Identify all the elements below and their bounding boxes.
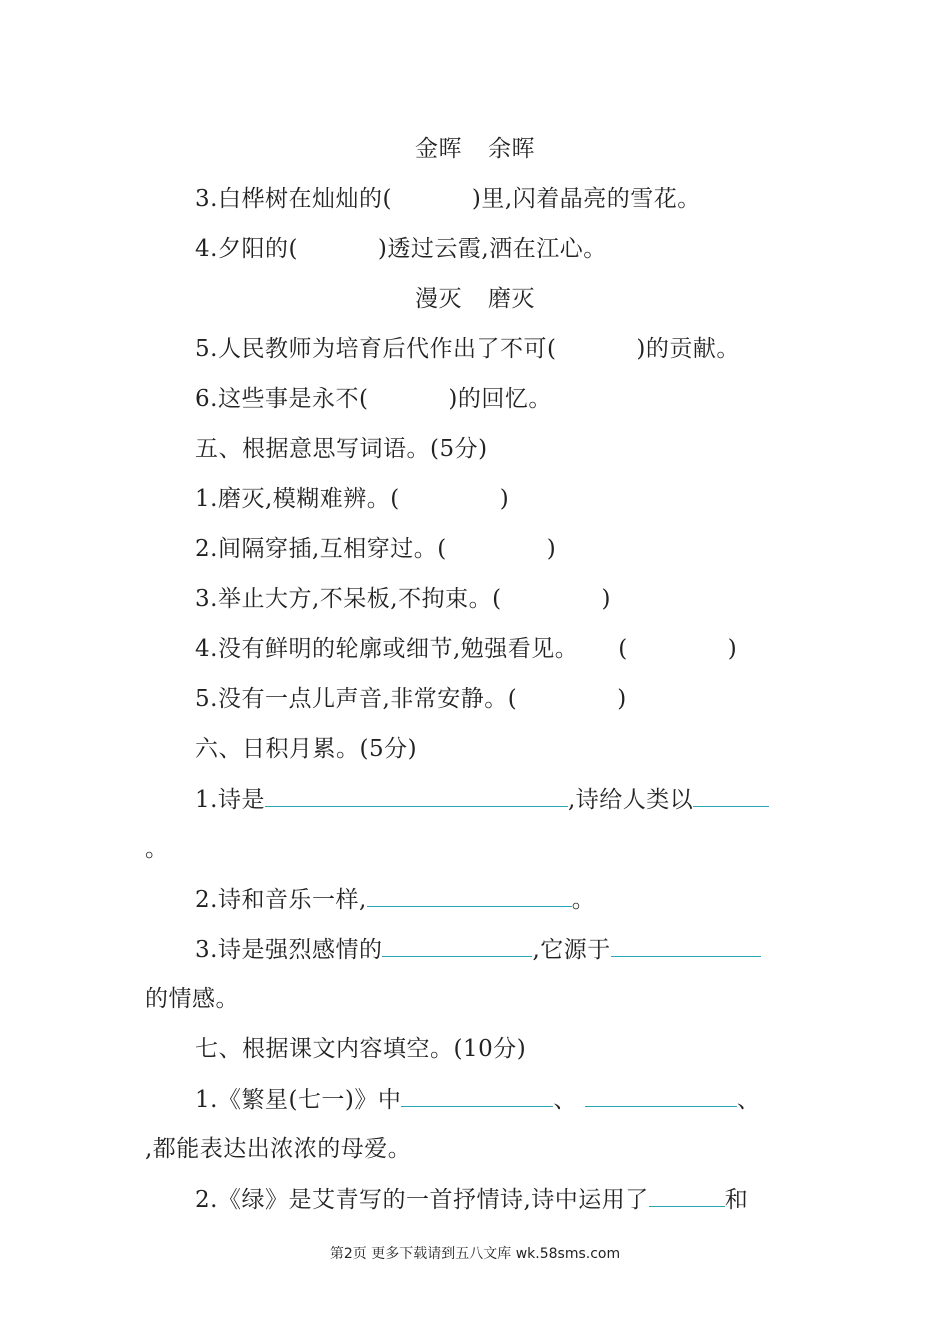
word-option: 漫灭: [415, 286, 462, 312]
word-pair-1: [0, 134, 950, 164]
fill-blank-line[interactable]: [367, 884, 572, 907]
section-7-q1: 1.《繁星(七一)》中 、 、: [195, 1084, 760, 1115]
question-4-3: 3.白桦树在灿灿的( )里,闪着晶亮的雪花。: [195, 186, 701, 212]
section-7-title: 七、根据课文内容填空。(10分): [195, 1036, 527, 1062]
section-5-item-4: 4.没有鲜明的轮廓或细节,勉强看见。 ( ): [195, 636, 738, 662]
fill-blank-line[interactable]: [649, 1184, 725, 1207]
section-5-item-3: 3.举止大方,不呆板,不拘束。( ): [195, 586, 612, 612]
fill-blank-line[interactable]: [693, 784, 769, 807]
fill-blank-line[interactable]: [382, 934, 532, 957]
word-option: 磨灭: [488, 286, 535, 312]
section-7-q2: 2.《绿》是艾青写的一首抒情诗,诗中运用了 和: [195, 1184, 748, 1215]
fill-blank-line[interactable]: [585, 1084, 737, 1107]
question-4-4: 4.夕阳的( )透过云霞,洒在江心。: [195, 236, 607, 262]
section-6-q3-end: 的情感。: [145, 986, 239, 1012]
word-pair-2: [0, 284, 950, 314]
section-6-q1-end: 。: [145, 836, 169, 862]
question-4-6: 6.这些事是永不( )的回忆。: [195, 386, 552, 412]
fill-blank-line[interactable]: [401, 1084, 553, 1107]
fill-blank-line[interactable]: [611, 934, 761, 957]
section-6-q1: 1.诗是 ,诗给人类以: [195, 784, 769, 815]
page-footer: 第2页 更多下载请到五八文库 wk.58sms.com: [329, 1246, 621, 1262]
section-6-title: 六、日积月累。(5分): [195, 736, 418, 762]
section-6-q2: 2.诗和音乐一样, 。: [195, 884, 595, 915]
fill-blank-line[interactable]: [265, 784, 568, 807]
word-option: 余晖: [488, 136, 535, 162]
word-option: 金晖: [415, 136, 462, 162]
section-5-item-2: 2.间隔穿插,互相穿过。( ): [195, 536, 557, 562]
section-6-q3: 3.诗是强烈感情的 ,它源于: [195, 934, 761, 965]
section-5-item-1: 1.磨灭,模糊难辨。( ): [195, 486, 510, 512]
section-7-q1-cont: ,都能表达出浓浓的母爱。: [145, 1136, 412, 1162]
section-5-item-5: 5.没有一点儿声音,非常安静。( ): [195, 686, 627, 712]
question-4-5: 5.人民教师为培育后代作出了不可( )的贡献。: [195, 336, 740, 362]
section-5-title: 五、根据意思写词语。(5分): [195, 436, 488, 462]
